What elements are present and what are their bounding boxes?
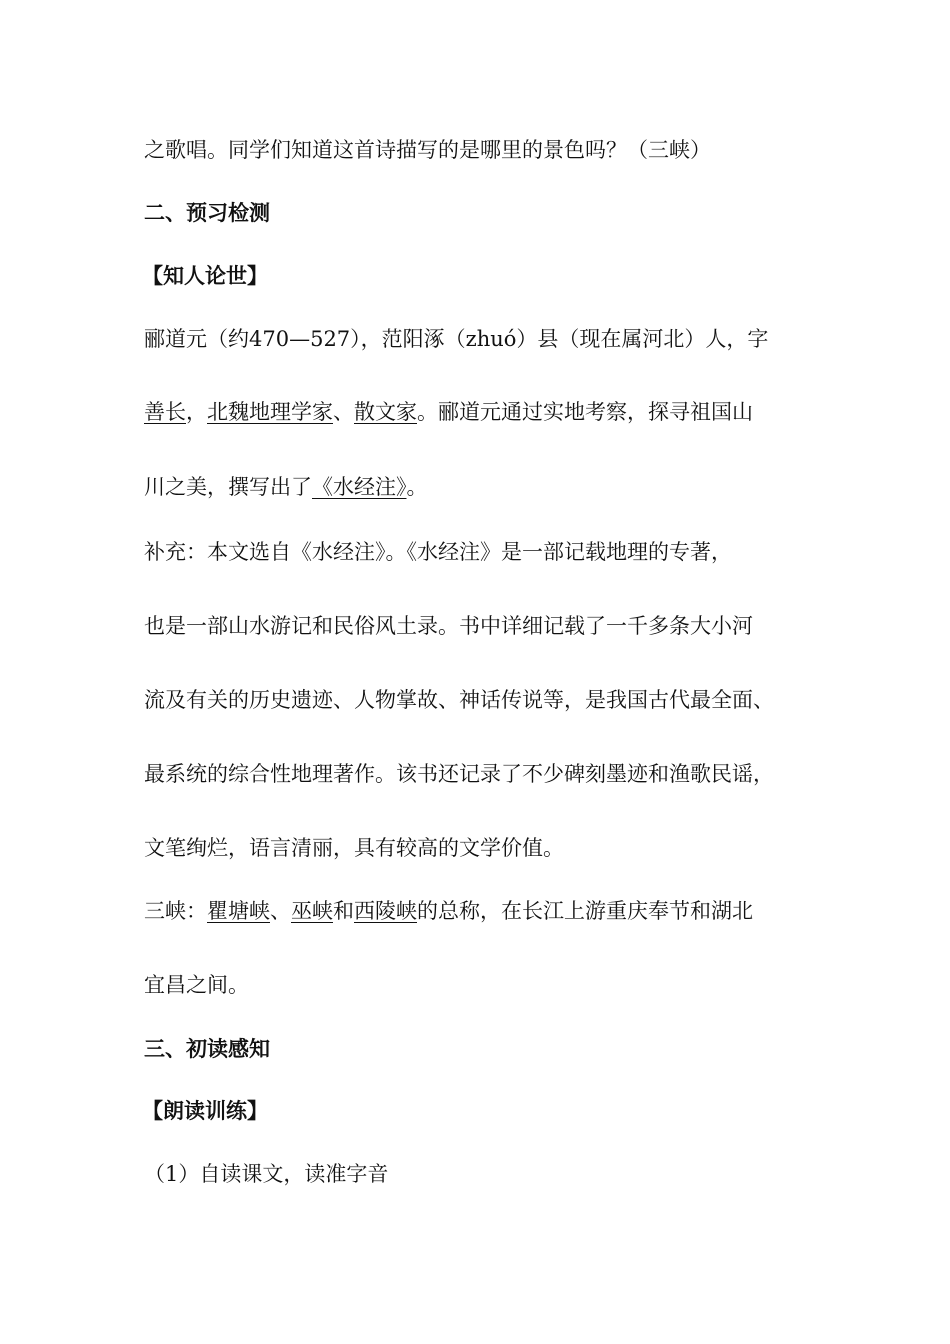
subheading-langdu: 【朗读训练】 [142, 1098, 268, 1123]
sanxia-label: 三峡： [144, 899, 207, 923]
separator: 、 [270, 899, 291, 923]
author-line-2-rest: 。郦道元通过实地考察，探寻祖国山 [417, 400, 753, 424]
term-wu-gorge: 巫峡 [291, 899, 333, 923]
sanxia-line-2: 宜昌之间。 [144, 973, 249, 997]
intro-line: 之歌唱。同学们知道这首诗描写的是哪里的景色吗？（三峡） [144, 138, 711, 162]
sanxia-line-1 [144, 897, 753, 925]
term-beiwei-geographer: 北魏地理学家 [207, 400, 333, 424]
term-qutang-gorge: 瞿塘峡 [207, 899, 270, 923]
author-line-1: 郦道元（约470—527），范阳涿（zhuó）县（现在属河北）人，字 [144, 327, 769, 351]
supplement-line: 最系统的综合性地理著作。该书还记录了不少碑刻墨迹和渔歌民谣， [144, 762, 774, 786]
term-xiling-gorge: 西陵峡 [354, 899, 417, 923]
author-line-3-pre: 川之美，撰写出了 [144, 475, 312, 499]
separator: ， [186, 400, 207, 424]
term-shanchang: 善长 [144, 400, 186, 424]
section-heading-preview: 二、预习检测 [144, 200, 270, 225]
conjunction: 和 [333, 899, 354, 923]
subheading-zhiren: 【知人论世】 [142, 263, 268, 288]
separator: 、 [333, 400, 354, 424]
supplement-line: 文笔绚烂，语言清丽，具有较高的文学价值。 [144, 836, 564, 860]
sanxia-line-1-rest: 的总称，在长江上游重庆奉节和湖北 [417, 899, 753, 923]
author-line-3-end: 。 [406, 475, 428, 499]
book-title-shuijingzhu: 《水经注》 [312, 475, 407, 499]
supplement-line: 补充：本文选自《水经注》。《水经注》是一部记载地理的专著， [144, 540, 732, 564]
supplement-line: 也是一部山水游记和民俗风土录。书中详细记载了一千多条大小河 [144, 614, 753, 638]
term-essayist: 散文家 [354, 400, 417, 424]
task-1: （1）自读课文，读准字音 [144, 1162, 389, 1186]
supplement-line: 流及有关的历史遗迹、人物掌故、神话传说等，是我国古代最全面、 [144, 688, 774, 712]
section-heading-reading: 三、初读感知 [144, 1036, 270, 1061]
author-line-3 [144, 473, 428, 501]
author-line-2 [144, 398, 753, 426]
